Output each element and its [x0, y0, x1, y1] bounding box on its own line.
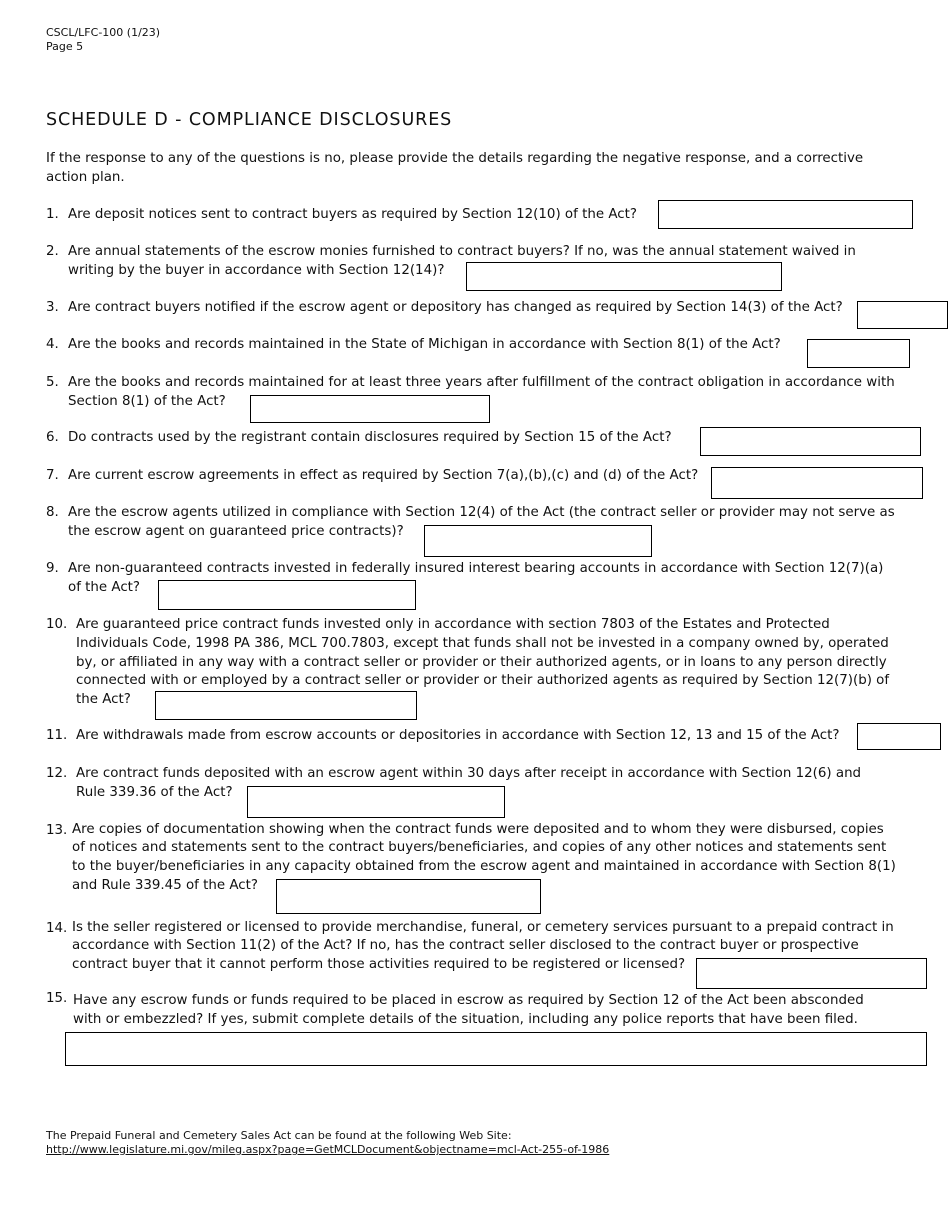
- question-text: Are annual statements of the escrow monies furnished to contract buyers? If no, was the annual statement waived in: [68, 244, 856, 259]
- question-text: Are guaranteed price contract funds invested only in accordance with section 7803 of the Estates and Protected: [76, 617, 830, 632]
- answer-field-12[interactable]: [247, 786, 505, 818]
- question-text: writing by the buyer in accordance with Section 12(14)?: [68, 263, 445, 278]
- question-number: 4.: [46, 337, 59, 352]
- question-text: Are the escrow agents utilized in compliance with Section 12(4) of the Act (the contract seller or provider may not serve as: [68, 505, 895, 520]
- question-text: Are contract buyers notified if the escrow agent or depository has changed as required by Section 14(3) of the Act?: [68, 300, 843, 315]
- act-website-link[interactable]: http://www.legislature.mi.gov/mileg.aspx?page=GetMCLDocument&objectname=mcl-Act-255-of-1986: [46, 1143, 610, 1156]
- answer-field-11[interactable]: [857, 723, 941, 750]
- answer-field-2[interactable]: [466, 262, 782, 291]
- question-number: 12.: [46, 766, 68, 781]
- question-text: by, or affiliated in any way with a contract seller or provider or their authorized agents, or in loans to any person directly: [76, 655, 887, 670]
- question-number: 13.: [46, 823, 68, 838]
- question-number: 10.: [46, 617, 68, 632]
- question-text: to the buyer/beneficiaries in any capacity obtained from the escrow agent and maintained in accordance with Section 8(1): [72, 859, 896, 874]
- question-text: connected with or employed by a contract seller or provider or their authorized agents as required by Section 12(7)(b) of: [76, 673, 890, 688]
- question-text: Individuals Code, 1998 PA 386, MCL 700.7803, except that funds shall not be invested in a company owned by, operated: [76, 636, 889, 651]
- answer-field-6[interactable]: [700, 427, 921, 456]
- answer-field-15[interactable]: [65, 1032, 927, 1066]
- answer-field-3[interactable]: [857, 301, 948, 329]
- question-text: Is the seller registered or licensed to provide merchandise, funeral, or cemetery services pursuant to a prepaid contract in: [72, 920, 894, 935]
- question-text: Are non-guaranteed contracts invested in federally insured interest bearing accounts in accordance with Section 12(7)(a): [68, 561, 884, 576]
- intro-line: If the response to any of the questions is no, please provide the details regarding the negative response, and a corrective: [46, 151, 864, 166]
- question-number: 14.: [46, 921, 68, 936]
- question-text: Rule 339.36 of the Act?: [76, 785, 233, 800]
- answer-field-5[interactable]: [250, 395, 490, 423]
- answer-field-4[interactable]: [807, 339, 910, 368]
- page-title: SCHEDULE D - COMPLIANCE DISCLOSURES: [46, 110, 453, 130]
- question-number: 1.: [46, 207, 59, 222]
- question-text: with or embezzled? If yes, submit complete details of the situation, including any police reports that have been filed.: [73, 1012, 858, 1027]
- question-text: Are the books and records maintained in the State of Michigan in accordance with Section 8(1) of the Act?: [68, 337, 781, 352]
- question-text: Are withdrawals made from escrow accounts or depositories in accordance with Section 12, 13 and 15 of the Act?: [76, 728, 840, 743]
- question-text: Do contracts used by the registrant contain disclosures required by Section 15 of the Act?: [68, 430, 672, 445]
- answer-field-1[interactable]: [658, 200, 913, 229]
- question-text: the escrow agent on guaranteed price contracts)?: [68, 524, 404, 539]
- answer-field-7[interactable]: [711, 467, 923, 499]
- question-number: 6.: [46, 430, 59, 445]
- question-text: accordance with Section 11(2) of the Act? If no, has the contract seller disclosed to the contract buyer or prospective: [72, 938, 859, 953]
- question-number: 2.: [46, 244, 59, 259]
- question-text: Have any escrow funds or funds required to be placed in escrow as required by Section 12 of the Act been absconded: [73, 993, 864, 1008]
- intro-line: action plan.: [46, 170, 125, 185]
- question-text: the Act?: [76, 692, 131, 707]
- question-number: 8.: [46, 505, 59, 520]
- question-text: of notices and statements sent to the contract buyers/beneficiaries, and copies of any other notices and statements sent: [72, 840, 887, 855]
- footer-note: The Prepaid Funeral and Cemetery Sales Act can be found at the following Web Site:: [46, 1129, 512, 1142]
- question-text: and Rule 339.45 of the Act?: [72, 878, 259, 893]
- question-number: 11.: [46, 728, 68, 743]
- question-text: Are copies of documentation showing when the contract funds were deposited and to whom they were disbursed, copies: [72, 822, 884, 837]
- question-text: Section 8(1) of the Act?: [68, 394, 226, 409]
- answer-field-9[interactable]: [158, 580, 416, 610]
- question-text: of the Act?: [68, 580, 141, 595]
- page-number: Page 5: [46, 40, 84, 53]
- question-number: 9.: [46, 561, 59, 576]
- answer-field-13[interactable]: [276, 879, 541, 914]
- answer-field-14[interactable]: [696, 958, 927, 989]
- question-text: Are contract funds deposited with an escrow agent within 30 days after receipt in accordance with Section 12(6) and: [76, 766, 862, 781]
- question-number: 7.: [46, 468, 59, 483]
- form-id: CSCL/LFC-100 (1/23): [46, 26, 161, 39]
- question-text: Are current escrow agreements in effect as required by Section 7(a),(b),(c) and (d) of the Act?: [68, 468, 699, 483]
- question-number: 15.: [46, 991, 68, 1006]
- question-number: 3.: [46, 300, 59, 315]
- answer-field-8[interactable]: [424, 525, 652, 557]
- question-number: 5.: [46, 375, 59, 390]
- answer-field-10[interactable]: [155, 691, 417, 720]
- question-text: contract buyer that it cannot perform those activities required to be registered or licensed?: [72, 957, 686, 972]
- question-text: Are deposit notices sent to contract buyers as required by Section 12(10) of the Act?: [68, 207, 637, 222]
- question-text: Are the books and records maintained for at least three years after fulfillment of the contract obligation in accordance with: [68, 375, 895, 390]
